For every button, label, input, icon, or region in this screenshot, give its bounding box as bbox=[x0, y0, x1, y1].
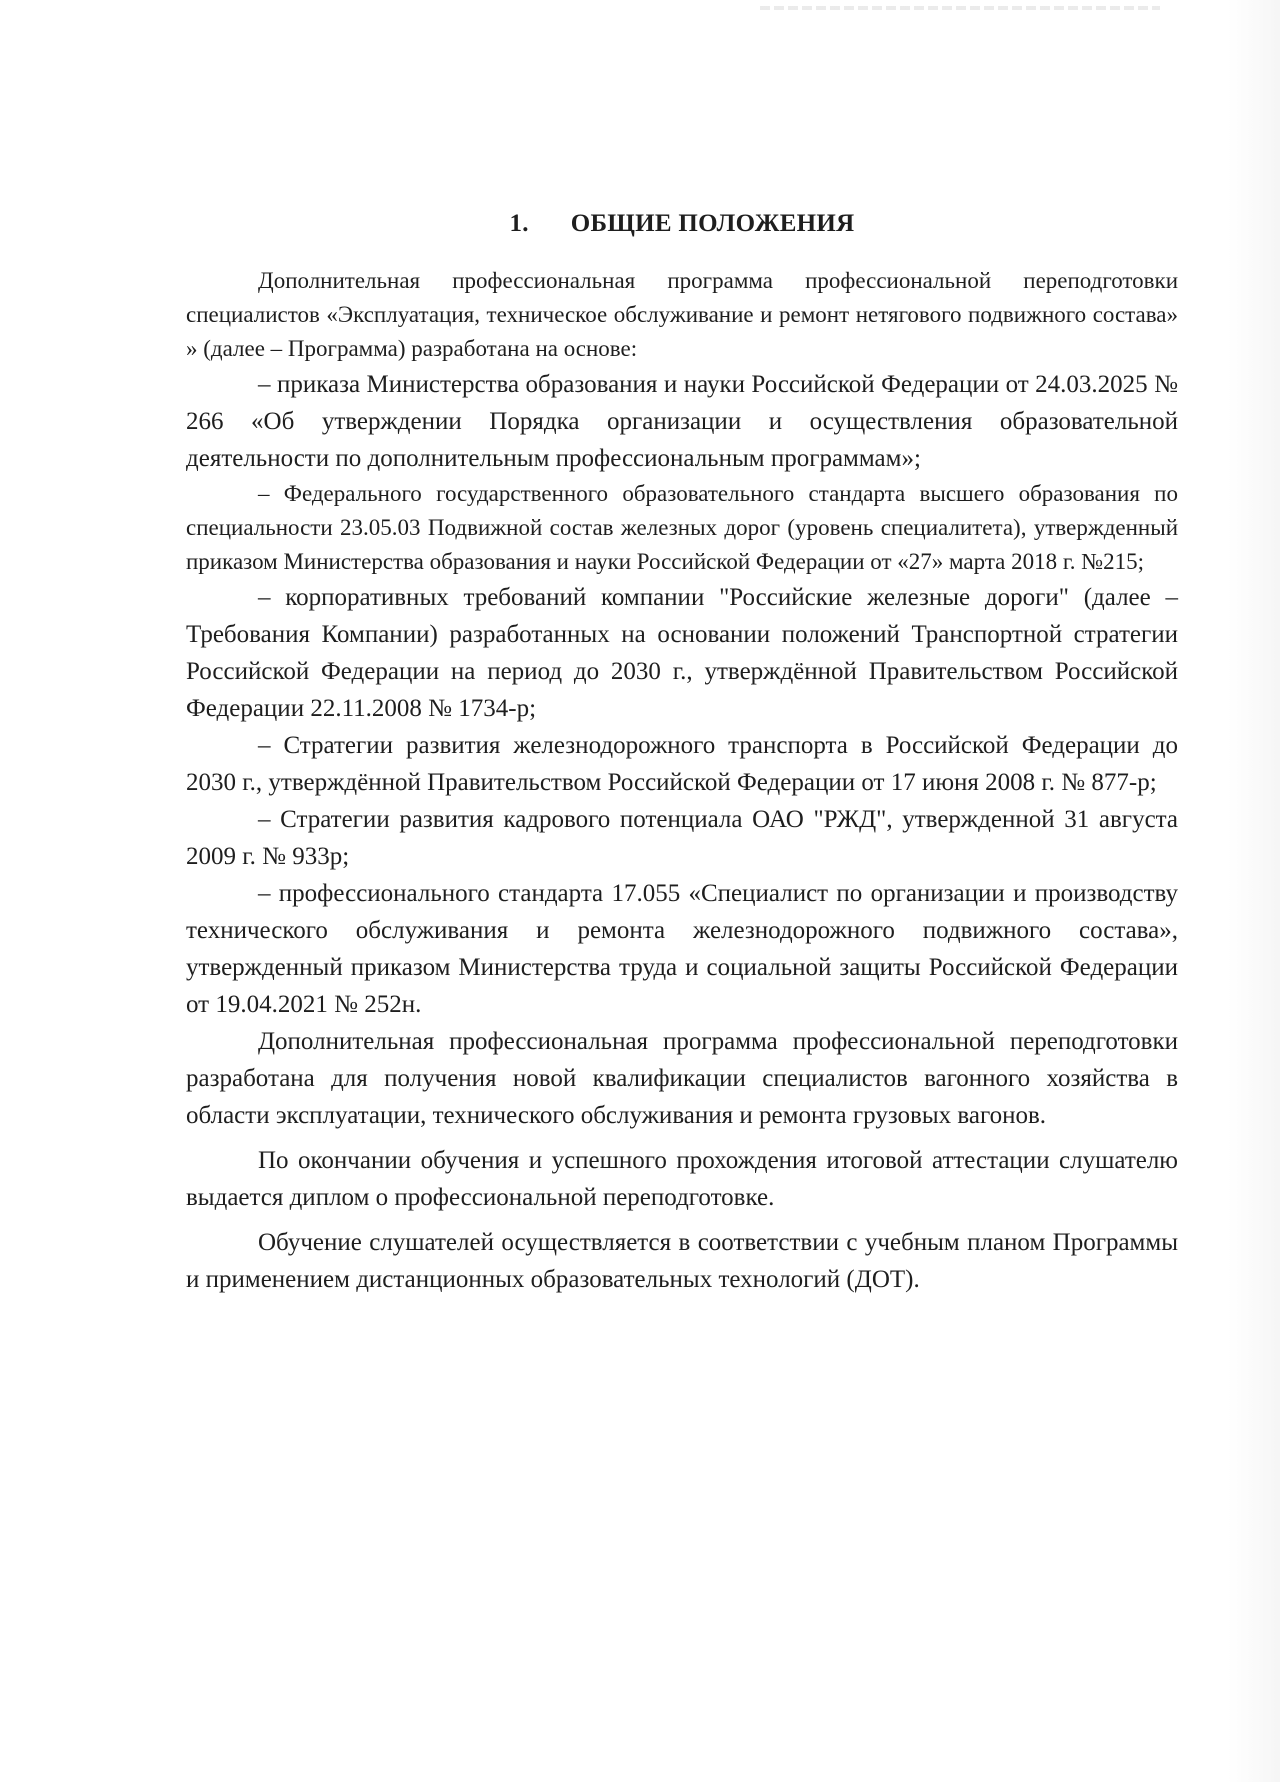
paragraph-training: Обучение слушателей осуществляется в соответствии с учебным планом Программы и применением дистанционных образовательных технологий (ДОТ). bbox=[186, 1229, 1178, 1293]
scan-shadow bbox=[1228, 0, 1280, 1782]
document-body bbox=[186, 210, 1178, 1298]
paragraph-order: – приказа Министерства образования и науки Российской Федерации от 24.03.2025 № 266 «Об утверждении Порядка организации и осуществления образовательной деятельности по дополнительным профессиональным программам»; bbox=[186, 371, 1178, 472]
section-title: ОБЩИЕ ПОЛОЖЕНИЯ bbox=[570, 210, 855, 237]
paragraph-diploma: По окончании обучения и успешного прохождения итоговой аттестации слушателю выдается диплом о профессиональной переподготовке. bbox=[186, 1147, 1178, 1211]
paragraph-intro: Дополнительная профессиональная программа профессиональной переподготовки специалистов «Эксплуатация, техническое обслуживание и ремонт нетягового подвижного состава» » (далее – Программа) разработана на основе: bbox=[186, 268, 1178, 361]
section-number: 1. bbox=[509, 210, 529, 237]
paragraph-purpose: Дополнительная профессиональная программа профессиональной переподготовки разработана для получения новой квалификации специалистов вагонного хозяйства в области эксплуатации, технического обслуживания и ремонта грузовых вагонов. bbox=[186, 1028, 1178, 1129]
scan-artifact bbox=[760, 6, 1160, 10]
paragraph-personnel: – Стратегии развития кадрового потенциала ОАО "РЖД", утвержденной 31 августа 2009 г. № 933р; bbox=[186, 806, 1178, 870]
paragraph-standard: – профессионального стандарта 17.055 «Специалист по организации и производству технического обслуживания и ремонта железнодорожного подвижного состава», утвержденный приказом Министерства труда и социальной защиты Российской Федерации от 19.04.2021 № 252н. bbox=[186, 880, 1178, 1018]
paragraph-strategy: – Стратегии развития железнодорожного транспорта в Российской Федерации до 2030 г., утверждённой Правительством Российской Федерации от 17 июня 2008 г. № 877-р; bbox=[186, 732, 1178, 796]
section-heading bbox=[186, 210, 1178, 238]
paragraph-corporate: – корпоративных требований компании "Российские железные дороги" (далее – Требования Компании) разработанных на основании положений Транспортной стратегии Российской Федерации на период до 2030 г., утверждённой Правительством Российской Федерации 22.11.2008 № 1734-р; bbox=[186, 584, 1178, 722]
paragraph-fgos: – Федерального государственного образовательного стандарта высшего образования по специальности 23.05.03 Подвижной состав железных дорог (уровень специалитета), утвержденный приказом Министерства образования и науки Российской Федерации от «27» марта 2018 г. №215; bbox=[186, 481, 1178, 574]
